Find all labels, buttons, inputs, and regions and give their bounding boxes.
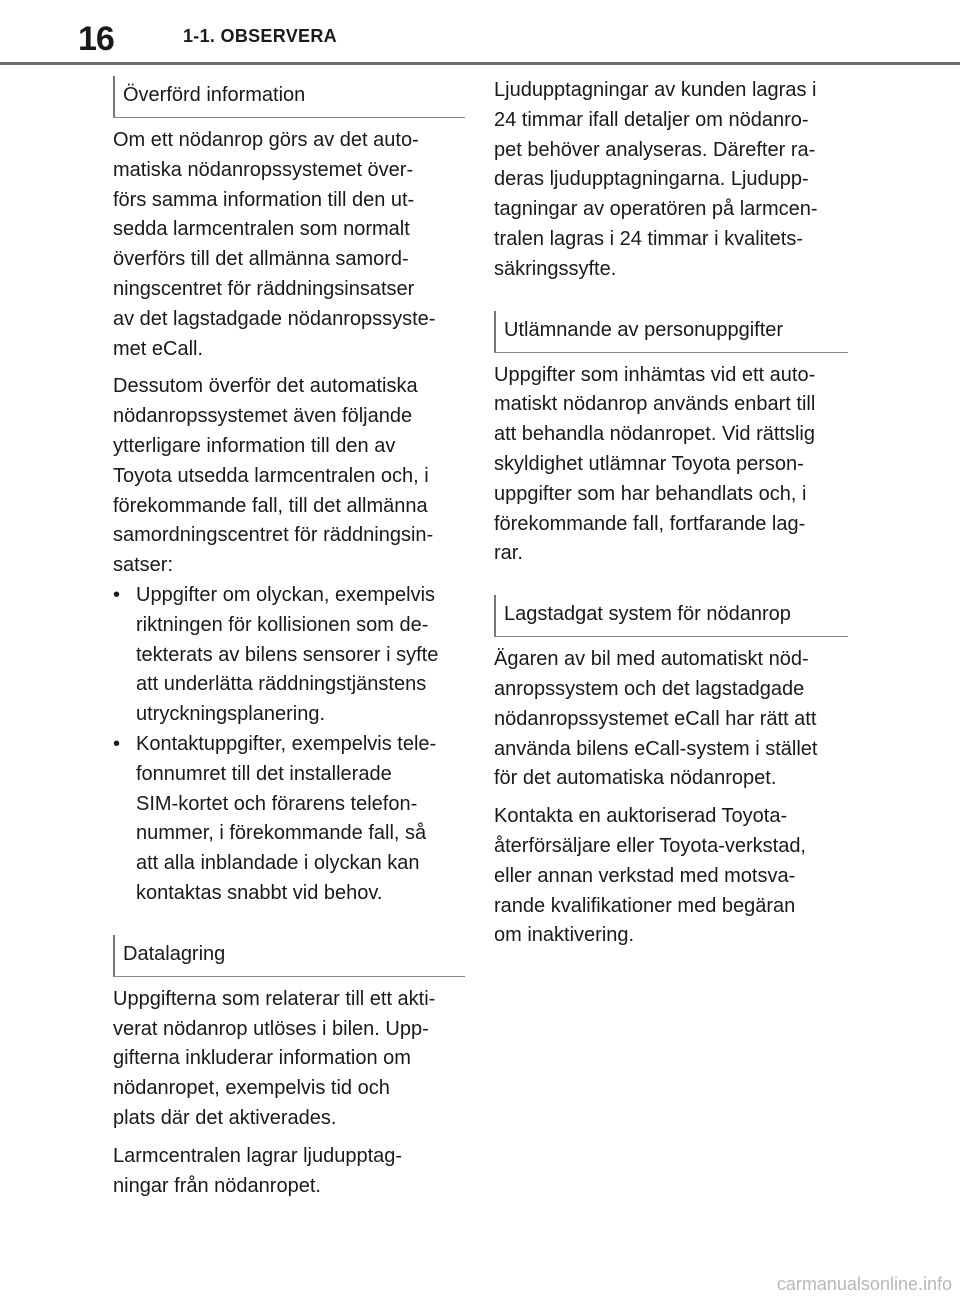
text-line: sedda larmcentralen som normalt bbox=[113, 218, 410, 241]
text-line: säkringssyfte. bbox=[494, 257, 617, 280]
text-line: 24 timmar ifall detaljer om nödanro- bbox=[494, 108, 809, 131]
text-line: förs samma information till den ut- bbox=[113, 188, 415, 211]
paragraph bbox=[113, 1142, 465, 1202]
section-heading-transferred-info: Överförd information bbox=[113, 76, 465, 118]
text-line: nummer, i förekommande fall, så bbox=[136, 822, 427, 845]
text-line: Uppgifter som inhämtas vid ett auto- bbox=[494, 363, 816, 386]
text-line: pet behöver analyseras. Därefter ra- bbox=[494, 138, 816, 161]
section-heading-personal-data: Utlämnande av personuppgifter bbox=[494, 311, 848, 353]
text-line: Om ett nödanrop görs av det auto- bbox=[113, 129, 419, 151]
footer-watermark: carmanualsonline.info bbox=[776, 1274, 952, 1294]
text-line: fonnumret till det installerade bbox=[136, 762, 392, 785]
paragraph bbox=[113, 372, 465, 581]
text-line: Ljudupptagningar av kunden lagras i bbox=[494, 79, 817, 101]
header-rule bbox=[0, 62, 960, 65]
bullet-marker: • bbox=[113, 583, 121, 606]
text-line: överförs till det allmänna samord- bbox=[113, 248, 409, 271]
paragraph bbox=[494, 76, 848, 285]
text-line: tralen lagras i 24 timmar i kvalitets- bbox=[494, 227, 803, 250]
text-line: plats där det aktiverades. bbox=[113, 1106, 337, 1129]
text-line: utryckningsplanering. bbox=[136, 703, 325, 726]
left-column bbox=[113, 76, 465, 1201]
chapter-title: 1-1. OBSERVERA bbox=[183, 26, 337, 46]
paragraph bbox=[113, 985, 465, 1134]
section-heading-data-storage: Datalagring bbox=[113, 935, 465, 977]
text-line: kontaktas snabbt vid behov. bbox=[136, 881, 383, 904]
text-line: Ägaren av bil med automatiskt nöd- bbox=[494, 648, 809, 671]
text-line: att alla inblandade i olyckan kan bbox=[136, 852, 420, 875]
text-line: för det automatiska nödanropet. bbox=[494, 767, 777, 790]
text-line: av det lagstadgade nödanropssyste- bbox=[113, 307, 436, 330]
list-item bbox=[113, 730, 465, 909]
text-line: skyldighet utlämnar Toyota person- bbox=[494, 452, 804, 475]
text-line: met eCall. bbox=[113, 337, 204, 360]
list-item bbox=[113, 581, 465, 730]
page-number: 16 bbox=[78, 20, 114, 58]
section-heading-statutory-system: Lagstadgat system för nödanrop bbox=[494, 595, 848, 637]
text-line: Kontaktuppgifter, exempelvis tele- bbox=[136, 732, 437, 755]
text-line: nödanropssystemet eCall har rätt att bbox=[494, 707, 817, 730]
text-line: ytterligare information till den av bbox=[113, 434, 396, 457]
text-line: återförsäljare eller Toyota-verkstad, bbox=[494, 834, 806, 857]
text-line: att behandla nödanropet. Vid rättslig bbox=[494, 423, 815, 446]
text-line: Dessutom överför det automatiska bbox=[113, 375, 418, 398]
paragraph bbox=[494, 361, 848, 570]
text-line: förekommande fall, till det allmänna bbox=[113, 494, 428, 517]
text-line: nödanropet, exempelvis tid och bbox=[113, 1077, 390, 1100]
list-item-text bbox=[136, 730, 465, 909]
text-line: Kontakta en auktoriserad Toyota- bbox=[494, 805, 788, 828]
text-line: SIM-kortet och förarens telefon- bbox=[136, 792, 418, 815]
text-line: eller annan verkstad med motsva- bbox=[494, 864, 796, 887]
text-line: använda bilens eCall-system i stället bbox=[494, 737, 818, 760]
text-line: matiska nödanropssystemet över- bbox=[113, 158, 414, 181]
text-line: satser: bbox=[113, 554, 174, 577]
text-line: förekommande fall, fortfarande lag- bbox=[494, 512, 806, 535]
text-line: samordningscentret för räddningsin- bbox=[113, 524, 434, 547]
text-line: att underlätta räddningstjänstens bbox=[136, 673, 427, 696]
text-line: riktningen för kollisionen som de- bbox=[136, 613, 429, 636]
text-line: deras ljudupptagningarna. Ljudupp- bbox=[494, 168, 809, 191]
bullet-marker: • bbox=[113, 732, 121, 755]
text-line: Uppgifterna som relaterar till ett akti- bbox=[113, 987, 436, 1010]
text-line: ningar från nödanropet. bbox=[113, 1174, 321, 1197]
text-line: verat nödanrop utlöses i bilen. Upp- bbox=[113, 1017, 429, 1040]
text-line: Uppgifter om olyckan, exempelvis bbox=[136, 583, 436, 606]
right-column bbox=[494, 76, 848, 951]
text-line: ningscentret för räddningsinsatser bbox=[113, 277, 415, 300]
text-line: tekterats av bilens sensorer i syfte bbox=[136, 643, 439, 666]
paragraph bbox=[494, 645, 848, 794]
text-line: rar. bbox=[494, 542, 523, 565]
text-line: Larmcentralen lagrar ljudupptag- bbox=[113, 1144, 403, 1167]
text-line: tagningar av operatören på larmcen- bbox=[494, 198, 818, 221]
paragraph bbox=[113, 126, 465, 364]
paragraph bbox=[494, 802, 848, 951]
text-line: matiskt nödanrop används enbart till bbox=[494, 393, 816, 416]
text-line: Toyota utsedda larmcentralen och, i bbox=[113, 464, 429, 487]
list-item-text bbox=[136, 581, 465, 730]
text-line: gifterna inkluderar information om bbox=[113, 1047, 411, 1070]
text-line: om inaktivering. bbox=[494, 924, 635, 947]
text-line: rande kvalifikationer med begäran bbox=[494, 894, 796, 917]
text-line: anropssystem och det lagstadgade bbox=[494, 677, 805, 700]
text-line: nödanropssystemet även följande bbox=[113, 405, 413, 428]
text-line: uppgifter som har behandlats och, i bbox=[494, 482, 807, 505]
